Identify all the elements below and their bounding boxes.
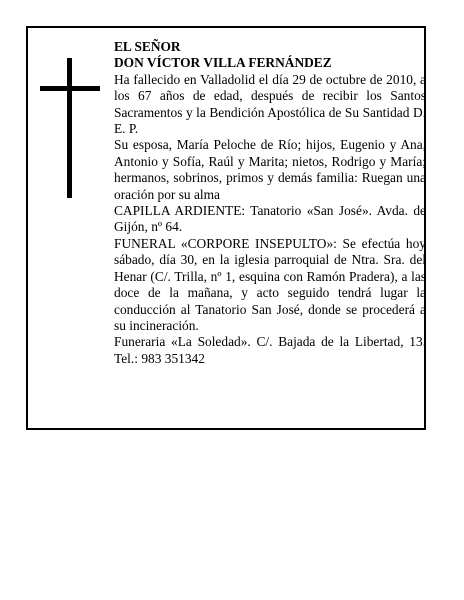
death-announcement: Ha fallecido en Valladolid el día 29 de octubre de 2010, a los 67 años de edad, después de recibir los Santos Sacramentos y la Bendición Apostólica de Su Santidad D. E. P.	[114, 71, 426, 137]
family-list: Su esposa, María Peloche de Río; hijos, Eugenio y Ana, Antonio y Sofía, Raúl y Marita; nietos, Rodrigo y María; hermanos, sobrinos, primos y demás familia: Ruegan una oración por su alma	[114, 137, 426, 202]
funeral-home-info: Funeraria «La Soledad». C/. Bajada de la Libertad, 13. Tel.: 983 351342	[114, 334, 426, 366]
cross-horizontal-bar	[40, 86, 100, 91]
obituary-text	[114, 39, 426, 367]
funeral-info: FUNERAL «CORPORE INSEPULTO»: Se efectúa hoy sábado, día 30, en la iglesia parroquial de Ntra. Sra. del Henar (C/. Trilla, nº 1, esquina con Ramón Pradera), a las doce de la mañana, y acto seguido tendrá lugar la conducción al Tanatorio San José, donde se procederá a su incineración.	[114, 235, 426, 333]
chapel-info: CAPILLA ARDIENTE: Tanatorio «San José». Avda. de Gijón, nº 64.	[114, 203, 426, 235]
obituary-notice	[26, 26, 426, 430]
deceased-name: DON VÍCTOR VILLA FERNÁNDEZ	[114, 55, 332, 71]
deceased-title: EL SEÑOR	[114, 39, 181, 54]
cross-vertical-bar	[67, 58, 72, 198]
